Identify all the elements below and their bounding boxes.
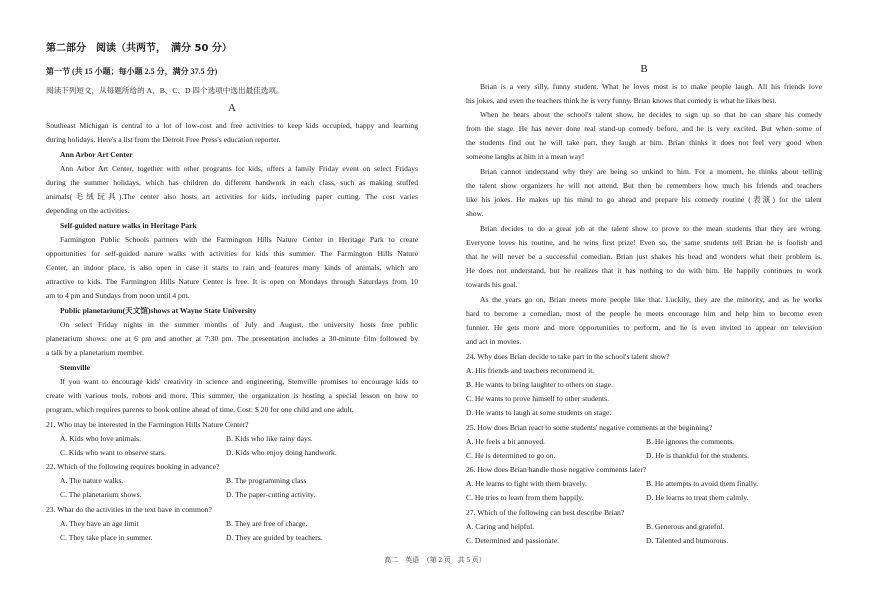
option[interactable]: A. Caring and helpful. — [466, 522, 535, 531]
text-line: during the summer holidays, which has children do different handwork in each class, such as making stuffed — [46, 178, 418, 187]
text-line: If you want to encourage kids' creativity in science and engineering, Stemville promises to encourage kids to — [60, 377, 418, 386]
option[interactable]: D. Talented and humorous. — [646, 536, 729, 545]
text-line: and act in movies. — [466, 337, 522, 346]
text-line: towards his goal. — [466, 280, 518, 289]
question-21: 21. Who may be interested in the Farmington Hills Nature Center? — [46, 420, 249, 429]
option[interactable]: C. He wants to prove himself to other students. — [466, 394, 609, 403]
text-line: Farmington Public Schools partners with the Farmington Hills Nature Center in Heritage Park to create — [60, 235, 418, 244]
option[interactable]: D. He learns to treat them calmly. — [646, 493, 749, 502]
text-line: planetarium shows: one at 6 pm and another at 7:30 pm. The presentation includes a 30-minute film followed by — [46, 334, 418, 343]
text-line: am to 4 pm and Sundays from noon until 4 pm. — [46, 291, 190, 300]
passage-a-title: A — [228, 102, 236, 114]
text-line: Center, an indoor place, is also open in case it starts to rain and features many kinds of animals, which are — [46, 263, 418, 272]
page-footer: 高二 英语 （第 2 页 共 5 页） — [384, 556, 486, 564]
question-24: 24. Why does Brian decide to take part in the school's talent show? — [466, 352, 670, 361]
option[interactable]: C. He is determined to go on. — [466, 451, 556, 460]
option[interactable]: C. Determined and passionate. — [466, 536, 559, 545]
option[interactable]: B. He ignores the comments. — [646, 437, 735, 446]
option[interactable]: D. He is thankful for the students. — [646, 451, 749, 460]
item-heading: Stemville — [60, 363, 90, 372]
passage-b-title: B — [640, 63, 648, 75]
text-line: program, which requires parents to book online ahead of time. Cost: $ 20 for one child and one adult. — [46, 405, 354, 414]
text-line: Everyone loves his routine, and he wins first prize! Even so, the same students tell Brian he is foolish and — [466, 238, 822, 247]
item-heading: Public planetarium(天文馆)shows at Wayne State University — [60, 306, 257, 315]
intro-line: Southeast Michigan is central to a lot of low-cost and free activities to keep kids occupied, happy and learning — [46, 121, 418, 130]
text-line: from the stage. He has never done real stand-up comedy before, and he is very excited. But when some of — [466, 124, 822, 133]
text-line: attractive to kids. The Farmington Hills Nature Center is free. It is open on Mondays through Saturdays from 10 — [46, 277, 418, 286]
question-26: 26. How does Brian handle those negative comments later? — [466, 465, 647, 474]
text-line: As the years go on, Brian meets more people like that. Luckily, they are the minority, and as he works — [480, 295, 822, 304]
text-line: a talk by a planetarium member. — [46, 348, 144, 357]
text-line: funnier. He gets more and more opportunities to perform, and he is even invited to appear on television — [466, 323, 822, 332]
text-line: opportunities for self-guided nature walks with activities for kids this summer. The Farmington Hills Nature — [46, 249, 418, 258]
text-line: hard to become a comedian, most of the people he meets encourage him and help him to become even — [466, 309, 822, 318]
intro-line: during holidays. Here's a list from the Detroit Free Press's education reporter. — [46, 135, 281, 144]
text-line: Brian cannot understand why they are being so unkind to him. For a moment, he thinks about telling — [480, 167, 822, 176]
text-line: animals(毛绒玩具).The center also hosts art activities for kids, including paper cutting. The cost varies — [46, 192, 418, 201]
text-line: like his jokes. He makes up his mind to go ahead and prepare his comedy routine (表演) for the talent — [466, 195, 822, 204]
option[interactable]: A. The nature walks. — [60, 476, 124, 485]
option[interactable]: A. He learns to fight with them bravely. — [466, 479, 587, 488]
text-line: that he will never be a successful comedian. Brian just shakes his head and wonders what their problem is. — [466, 252, 822, 261]
text-line: the talent show organizers he will not attend. But then he remembers how much his friends and teachers — [466, 181, 822, 190]
option[interactable]: B. Generous and grateful. — [646, 522, 725, 531]
option[interactable]: C. He tries to learn from them happily. — [466, 493, 584, 502]
text-line: Brian decides to do a great job at the talent show to prove to the mean students that they are wrong. — [480, 224, 822, 233]
text-line: create with various tools, robots and more. This summer, the organization is hosting a special lesson on how to — [46, 391, 418, 400]
text-line: the students find out he will take part, they laugh at him. Brian thinks it does not feel very good when — [466, 138, 822, 147]
question-25: 25. How does Brian react to some students' negative comments at the beginning? — [466, 423, 713, 432]
question-23: 23. What do the activities in the text have in common? — [46, 505, 212, 514]
option[interactable]: B. He wants to bring laughter to others on stage. — [466, 380, 613, 389]
text-line: On select Friday nights in the summer months of July and August, the university hosts free public — [60, 320, 418, 329]
option[interactable]: D. The paper-cutting activity. — [226, 490, 316, 499]
text-line: someone laughs at him in a mean way! — [466, 152, 585, 161]
option[interactable]: C. They take place in summer. — [60, 533, 153, 542]
instruction: 阅读下列短文，从每题所给的 A、B、C、D 四个选项中选出最佳选项。 — [46, 86, 284, 95]
option[interactable]: A. They have an age limit — [60, 519, 139, 528]
option[interactable]: A. Kids who love animals. — [60, 434, 141, 443]
text-line: When he hears about the school's talent show, he decides to sign up so that he can share his comedy — [480, 110, 822, 119]
text-line: depending on the activities. — [46, 206, 130, 215]
option[interactable]: B. They are free of charge. — [226, 519, 308, 528]
option[interactable]: D. He wants to laugh at some students on stage. — [466, 408, 612, 417]
item-heading: Self-guided nature walks in Heritage Park — [60, 221, 197, 230]
part-heading: 第二部分 阅读（共两节， 满分 50 分） — [46, 43, 232, 54]
option[interactable]: A. His friends and teachers recommend it. — [466, 366, 595, 375]
option[interactable]: C. The planetarium shows. — [60, 490, 142, 499]
option[interactable]: C. Kids who want to observe stars. — [60, 448, 166, 457]
option[interactable]: A. He feels a bit annoyed. — [466, 437, 546, 446]
text-line: Ann Arbor Art Center, together with other programs for kids, offers a family Friday event on select Fridays — [60, 164, 418, 173]
question-22: 22. Which of the following requires booking in advance? — [46, 462, 220, 471]
text-line: He does not understand, but he realizes that it has nothing to do with him. He happily continues to work — [466, 266, 822, 275]
text-line: Brian is a very silly, funny student. What he loves most is to make people laugh. All his friends love — [480, 82, 822, 91]
option[interactable]: D. Kids who enjoy doing handwork. — [226, 448, 337, 457]
option[interactable]: B. He attempts to avoid them finally. — [646, 479, 759, 488]
option[interactable]: D. They are guided by teachers. — [226, 533, 323, 542]
item-heading: Ann Arbor Art Center — [60, 150, 133, 159]
question-27: 27. Which of the following can best describe Brian? — [466, 508, 625, 517]
text-line: his jokes, and even the teachers think he is very funny. Brian knows that comedy is what he likes best. — [466, 96, 777, 105]
section-heading: 第一节 (共 15 小题；每小题 2.5 分，满分 37.5 分) — [46, 67, 218, 76]
option[interactable]: B. The programming class — [226, 476, 307, 485]
option[interactable]: B. Kids who like rainy days. — [226, 434, 313, 443]
text-line: show. — [466, 209, 484, 218]
